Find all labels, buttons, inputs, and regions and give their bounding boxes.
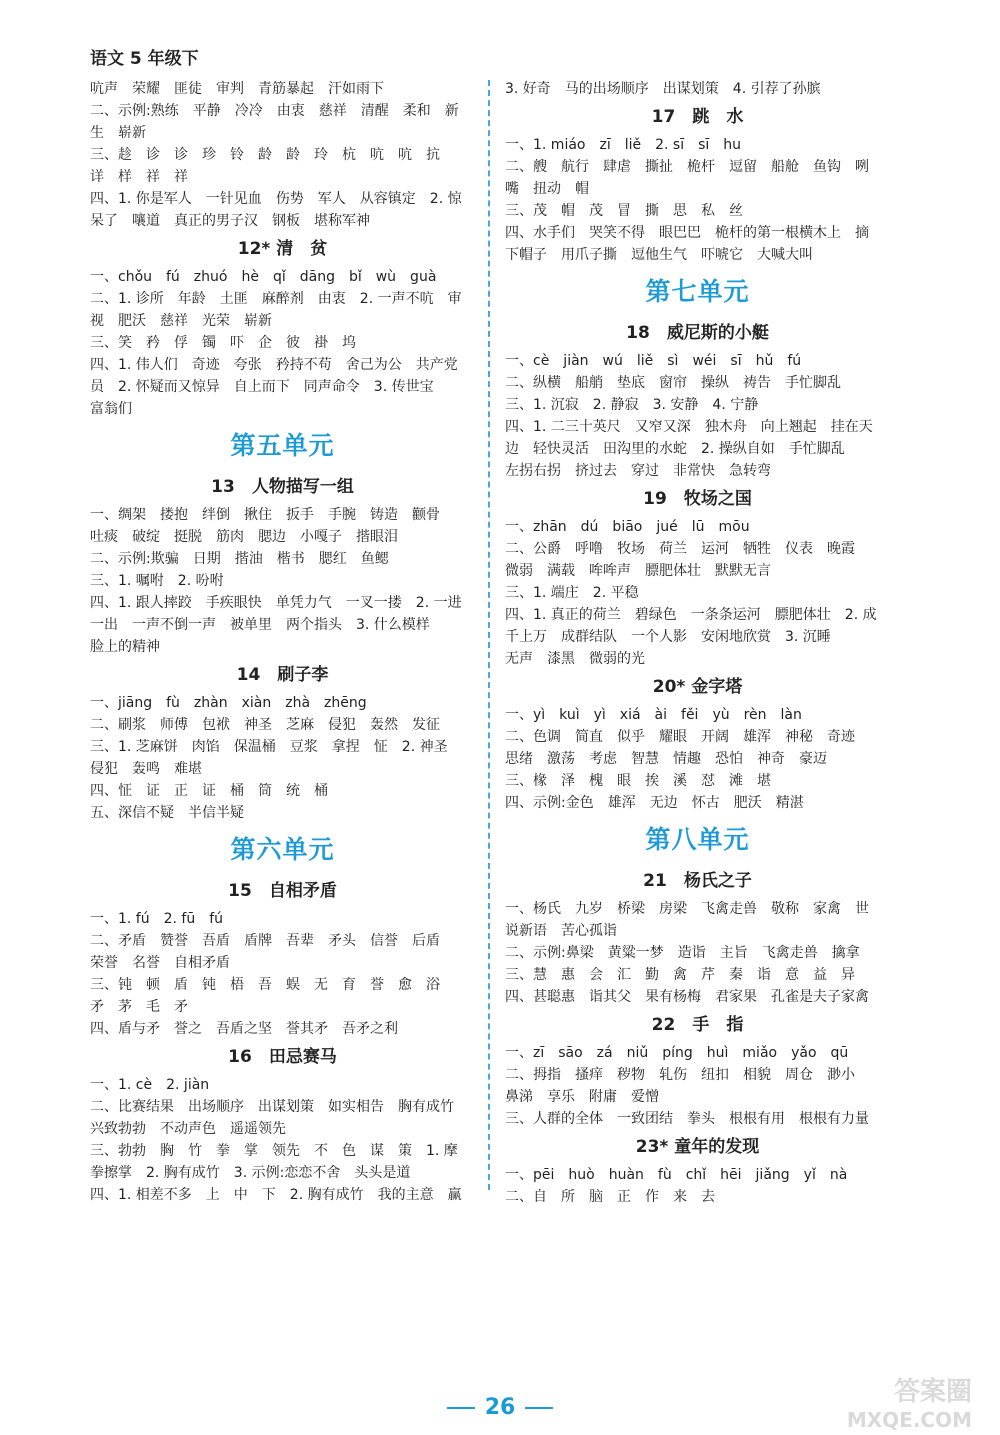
answer-line: 二、矛盾 赞誉 吾盾 盾牌 吾辈 矛头 信誉 后盾 xyxy=(90,933,440,949)
answer-line: 二、艘 航行 肆虐 撕扯 桅杆 逗留 船舱 鱼钩 咧 xyxy=(505,159,869,175)
answer-line: 一、pēi huò huàn fù chǐ hēi jiǎng yǐ nà xyxy=(505,1167,848,1183)
answer-line: 三、椽 泽 槐 眼 挨 溪 怼 滩 堪 xyxy=(505,773,771,789)
answer-line: 详 样 祥 祥 xyxy=(90,169,188,185)
answer-line: 四、1. 二三十英尺 又窄又深 独木舟 向上翘起 挂在天 xyxy=(505,419,873,435)
unit-heading: 第五单元 xyxy=(230,431,335,460)
lesson-title: 18 威尼斯的小艇 xyxy=(626,323,769,343)
answer-line: 四、1. 跟人摔跤 手疾眼快 单凭力气 一叉一搂 2. 一进 xyxy=(90,595,462,611)
answer-line: 侵犯 轰鸣 难堪 xyxy=(90,761,202,777)
answer-line: 五、深信不疑 半信半疑 xyxy=(90,805,244,821)
answer-line: 3. 好奇 马的出场顺序 出谋划策 4. 引荐了孙膑 xyxy=(505,81,821,97)
answer-line: 二、比赛结果 出场顺序 出谋划策 如实相告 胸有成竹 xyxy=(90,1099,454,1115)
answer-line: 呆了 嚷道 真正的男子汉 钢板 堪称军神 xyxy=(90,213,370,229)
answer-line: 荣誉 名誉 自相矛盾 xyxy=(90,955,230,971)
answer-line: 兴致勃勃 不动声色 遥遥领先 xyxy=(90,1121,286,1137)
answer-line: 吐痰 破绽 挺脱 筋肉 腮边 小嘎子 揩眼泪 xyxy=(90,529,398,545)
answer-line: 员 2. 怀疑而又惊异 自上而下 同声命令 3. 传世宝 xyxy=(90,379,434,395)
answer-line: 无声 漆黑 微弱的光 xyxy=(505,651,645,667)
page-number-dash-right xyxy=(525,1407,553,1409)
answer-line: 二、拇指 搔痒 秽物 轧伤 纽扣 相貌 周仓 渺小 xyxy=(505,1067,855,1083)
page-number xyxy=(430,1395,570,1420)
answer-line: 三、钝 顿 盾 钝 梧 吾 蜈 无 育 誉 愈 浴 xyxy=(90,977,440,993)
column-divider xyxy=(488,80,490,1190)
answer-line: 矛 茅 毛 矛 xyxy=(90,999,188,1015)
answer-line: 拳擦掌 2. 胸有成竹 3. 示例:恋恋不舍 头头是道 xyxy=(90,1165,411,1181)
lesson-title: 13 人物描写一组 xyxy=(211,477,354,497)
answer-line: 一、cè jiàn wú liě sì wéi sī hǔ fú xyxy=(505,353,802,369)
answer-line: 一、chǒu fú zhuó hè qǐ dāng bǐ wù guà xyxy=(90,269,437,285)
answer-line: 四、1. 伟人们 奇迹 夸张 矜持不苟 舍己为公 共产党 xyxy=(90,357,458,373)
answer-line: 四、1. 相差不多 上 中 下 2. 胸有成竹 我的主意 赢 xyxy=(90,1187,462,1203)
unit-heading: 第八单元 xyxy=(645,825,750,854)
right-column xyxy=(505,78,890,1208)
answer-line: 三、笑 矜 俘 镯 吓 企 彼 褂 坞 xyxy=(90,335,356,351)
answer-line: 三、1. 端庄 2. 平稳 xyxy=(505,585,639,601)
watermark-text: 答案圈 xyxy=(893,1377,972,1407)
answer-line: 一、杨氏 九岁 桥梁 房梁 飞禽走兽 敬称 家禽 世 xyxy=(505,901,869,917)
lesson-title: 16 田忌赛马 xyxy=(228,1047,337,1067)
answer-line: 微弱 满载 哞哞声 膘肥体壮 默默无言 xyxy=(505,563,771,579)
answer-line: 四、怔 证 正 证 桶 筒 统 桶 xyxy=(90,783,328,799)
unit-heading: 第七单元 xyxy=(645,277,750,306)
answer-line: 二、色调 简直 似乎 耀眼 开阔 雄浑 神秘 奇迹 xyxy=(505,729,855,745)
answer-line: 鼻涕 享乐 附庸 爱憎 xyxy=(505,1089,659,1105)
answer-line: 一、jiāng fù zhàn xiàn zhà zhēng xyxy=(90,695,367,711)
watermark-url: MXQE.COM xyxy=(846,1408,972,1432)
answer-line: 二、1. 诊所 年龄 土匪 麻醉剂 由衷 2. 一声不吭 审 xyxy=(90,291,462,307)
answer-line: 一、1. miáo zī liě 2. sī sī hu xyxy=(505,137,742,153)
answer-line: 生 崭新 xyxy=(90,125,146,141)
answer-line: 二、示例:欺骗 日期 揩油 楷书 腮红 鱼鳃 xyxy=(90,551,389,567)
answer-line: 四、示例:金色 雄浑 无边 怀古 肥沃 精湛 xyxy=(505,795,804,811)
answer-line: 二、纵横 船艄 垫底 窗帘 操纵 祷告 手忙脚乱 xyxy=(505,375,841,391)
answer-line: 一出 一声不倒一声 被单里 两个指头 3. 什么模样 xyxy=(90,617,430,633)
answer-line: 三、1. 嘱咐 2. 吩咐 xyxy=(90,573,224,589)
answer-line: 二、示例:熟练 平静 冷冷 由衷 慈祥 清醒 柔和 新 xyxy=(90,103,459,119)
answer-line: 左拐右拐 挤过去 穿过 非常快 急转弯 xyxy=(505,463,771,479)
page-number-text: 26 xyxy=(484,1395,516,1420)
answer-line: 思绪 激荡 考虑 智慧 情趣 恐怕 神奇 豪迈 xyxy=(505,751,827,767)
answer-line: 吭声 荣耀 匪徒 审判 青筋暴起 汗如雨下 xyxy=(90,81,384,97)
answer-line: 三、趁 诊 诊 珍 铃 龄 龄 玲 杭 吭 吭 抗 xyxy=(90,147,440,163)
answer-line: 二、刷浆 师傅 包袱 神圣 芝麻 侵犯 轰然 发征 xyxy=(90,717,440,733)
watermark-logo xyxy=(822,1371,972,1432)
book-header: 语文 5 年级下 xyxy=(90,49,199,69)
answer-line: 二、自 所 脑 正 作 来 去 xyxy=(505,1189,715,1205)
answer-line: 四、盾与矛 誉之 吾盾之坚 誉其矛 吾矛之利 xyxy=(90,1021,398,1037)
lesson-title: 12* 清 贫 xyxy=(237,239,328,259)
lesson-title: 23* 童年的发现 xyxy=(635,1137,760,1157)
answer-line: 二、示例:鼻梁 黄粱一梦 造诣 主旨 飞禽走兽 擒拿 xyxy=(505,945,860,961)
answer-line: 四、水手们 哭笑不得 眼巴巴 桅杆的第一根横木上 摘 xyxy=(505,225,869,241)
answer-line: 一、zhān dú biāo jué lū mōu xyxy=(505,519,750,535)
lesson-title: 15 自相矛盾 xyxy=(228,881,337,901)
lesson-title: 19 牧场之国 xyxy=(643,489,752,509)
answer-line: 富翁们 xyxy=(90,401,132,417)
lesson-title: 21 杨氏之子 xyxy=(643,871,752,891)
answer-line: 嘴 扭动 帽 xyxy=(505,181,589,197)
unit-heading: 第六单元 xyxy=(230,835,335,864)
answer-line: 一、zī sāo zá niǔ píng huì miǎo yǎo qū xyxy=(505,1045,849,1061)
answer-line: 四、1. 你是军人 一针见血 伤势 军人 从容镇定 2. 惊 xyxy=(90,191,462,207)
answer-line: 四、甚聪惠 诣其父 果有杨梅 君家果 孔雀是夫子家禽 xyxy=(505,989,869,1005)
left-column xyxy=(90,78,475,1206)
answer-line: 千上万 成群结队 一个人影 安闲地欣赏 3. 沉睡 xyxy=(505,629,831,645)
answer-line: 下帽子 用爪子撕 逗他生气 吓唬它 大喊大叫 xyxy=(505,247,813,263)
answer-line: 说新语 苦心孤诣 xyxy=(505,923,617,939)
lesson-title: 20* 金字塔 xyxy=(652,677,743,697)
answer-line: 一、1. fú 2. fū fú xyxy=(90,911,224,927)
answer-line: 视 肥沃 慈祥 光荣 崭新 xyxy=(90,313,272,329)
lesson-title: 14 刷子李 xyxy=(236,665,329,685)
answer-line: 三、1. 芝麻饼 肉馅 保温桶 豆浆 拿捏 怔 2. 神圣 xyxy=(90,739,448,755)
answer-line: 四、1. 真正的荷兰 碧绿色 一条条运河 膘肥体壮 2. 成 xyxy=(505,607,877,623)
answer-line: 边 轻快灵活 田沟里的水蛇 2. 操纵自如 手忙脚乱 xyxy=(505,441,845,457)
answer-line: 脸上的精神 xyxy=(90,639,160,655)
page-number-dash-left xyxy=(447,1407,475,1409)
answer-line: 二、公爵 呼噜 牧场 荷兰 运河 牺牲 仪表 晚霞 xyxy=(505,541,855,557)
answer-line: 三、勃勃 胸 竹 拳 掌 领先 不 色 谋 策 1. 摩 xyxy=(90,1143,458,1159)
answer-line: 三、1. 沉寂 2. 静寂 3. 安静 4. 宁静 xyxy=(505,397,759,413)
answer-line: 三、慧 惠 会 汇 勤 禽 芹 秦 诣 意 益 异 xyxy=(505,967,855,983)
lesson-title: 17 跳 水 xyxy=(651,107,744,127)
answer-line: 三、茂 帽 茂 冒 撕 思 私 丝 xyxy=(505,203,743,219)
answer-line: 三、人群的全体 一致团结 拳头 根根有用 根根有力量 xyxy=(505,1111,869,1127)
lesson-title: 22 手 指 xyxy=(651,1015,744,1035)
answer-line: 一、1. cè 2. jiàn xyxy=(90,1077,210,1093)
answer-line: 一、绸架 搂抱 绊倒 揪住 扳手 手腕 铸造 颧骨 xyxy=(90,507,440,523)
answer-line: 一、yì kuì yì xiá ài fěi yù rèn làn xyxy=(505,707,802,723)
